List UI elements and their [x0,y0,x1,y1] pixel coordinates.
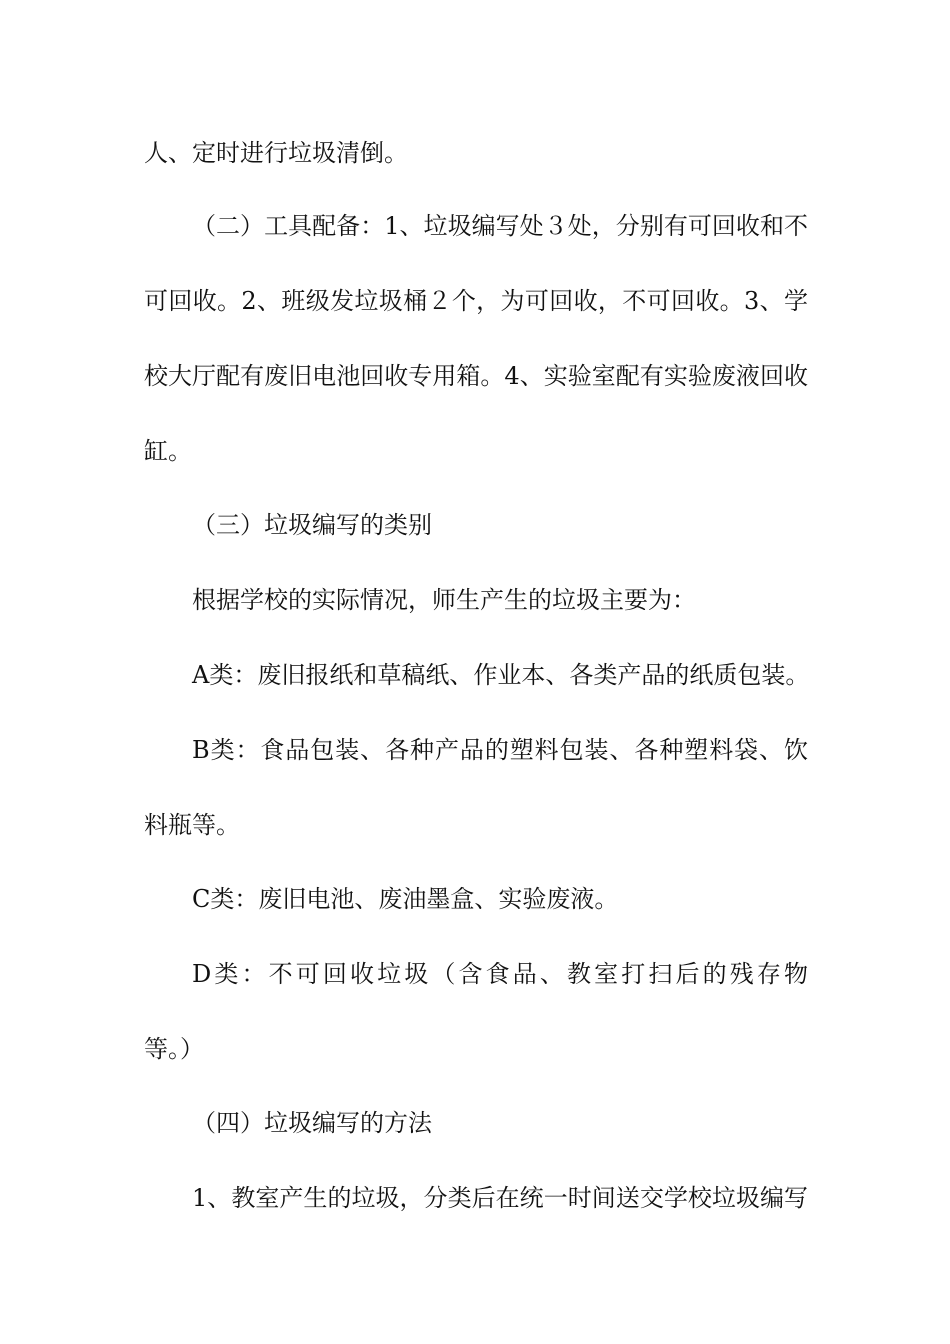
section-2-tools-line-3: 校大厅配有废旧电池回收专用箱。4、实验室配有实验废液回收 [144,362,808,390]
category-b-line-2: 料瓶等。 [144,811,240,839]
method-item-1: 1、教室产生的垃圾，分类后在统一时间送交学校垃圾编写 [192,1184,808,1212]
section-3-heading: （三）垃圾编写的类别 [192,511,432,539]
paragraph-line-1: 人、定时进行垃圾清倒。 [144,139,408,167]
section-2-tools-line-4: 缸。 [144,437,192,465]
category-d-line-2: 等。） [144,1035,204,1063]
category-a: A类：废旧报纸和草稿纸、作业本、各类产品的纸质包装。 [192,661,810,689]
category-d-line-1: D类：不可回收垃圾（含食品、教室打扫后的残存物 [192,960,808,988]
section-2-tools-line-2: 可回收。2、班级发垃圾桶２个，为可回收，不可回收。3、学 [144,287,808,315]
section-2-tools-line-1: （二）工具配备：1、垃圾编写处３处，分别有可回收和不 [192,212,808,240]
section-4-heading: （四）垃圾编写的方法 [192,1109,432,1137]
category-c: C类：废旧电池、废油墨盒、实验废液。 [192,885,619,913]
classification-intro: 根据学校的实际情况，师生产生的垃圾主要为： [192,586,696,614]
category-b-line-1: B类：食品包装、各种产品的塑料包装、各种塑料袋、饮 [192,736,808,764]
